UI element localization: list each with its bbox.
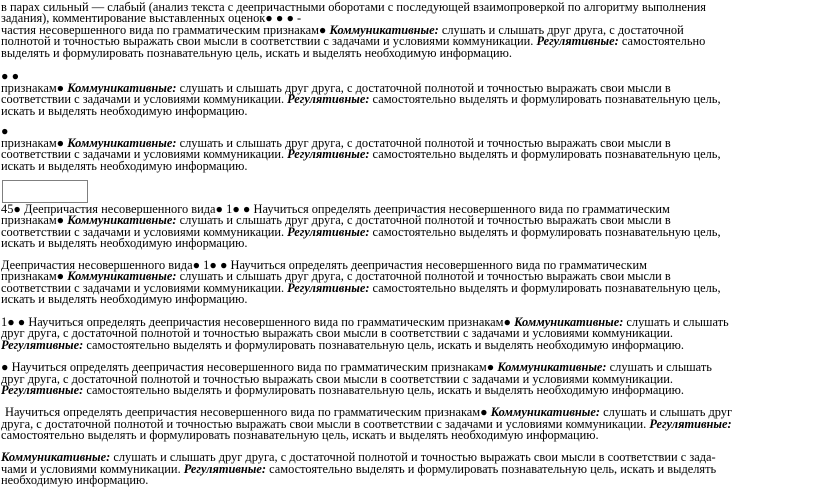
text-run: самостоятельно выделять и формулировать познавательную цель, искать и выделять необходимую информацию. <box>83 383 684 397</box>
text-run: слушать и слышать друг друга, с достаточной полнотой и точностью выражать свои мысли в <box>176 81 671 95</box>
bold-italic-label: Коммуникативные: <box>497 360 607 374</box>
empty-text-box <box>2 180 88 203</box>
text-run: слушать и слышать друг друга, с достаточной полнотой и точностью выражать свои мысли в <box>176 269 671 283</box>
bold-italic-label: Коммуникативные: <box>1 450 111 464</box>
text-run: полнотой и точностью выражать свои мысли в соответствии с задачами и условиями коммуникации. <box>1 34 537 48</box>
bold-label <box>287 281 369 295</box>
text-run: соответствии с задачами и условиями коммуникации. <box>1 225 288 239</box>
bold-italic-label: Коммуникативные: <box>514 315 624 329</box>
bold-label <box>287 225 369 239</box>
text-run: слушать и слышать друг друга, с достаточной <box>438 23 684 37</box>
text-run: слушать и слышать друг друга, с достаточной полнотой и точностью выражать свои мысли в соответствии с зада- <box>110 450 716 464</box>
text-run: необходимую информацию. <box>1 473 149 487</box>
text-run: соответствии с задачами и условиями коммуникации. <box>1 92 288 106</box>
text-run: ● Научиться определять деепричастия несовершенного вида по грамматическим признакам● <box>1 360 498 374</box>
bold-italic-label: Регулятивные: <box>287 281 370 295</box>
text-run: слушать и слышать друг друга, с достаточной полнотой и точностью выражать свои мысли в <box>176 213 671 227</box>
text-run: друг друга, с достаточной полнотой и точностью выражать свои мысли в соответствии с задачами и условиями коммуникации. <box>1 326 673 340</box>
text-run: признакам● <box>1 269 68 283</box>
text-line <box>1 429 599 441</box>
text-run: частия несовершенного вида по грамматическим признакам● <box>1 23 330 37</box>
bold-label <box>1 383 83 397</box>
text-run: друг друга, с достаточной полнотой и точностью выражать свои мысли в соответствии с задачами и условиями коммуникации. <box>1 372 673 386</box>
text-run: ● <box>1 124 9 138</box>
bold-label <box>1 338 83 352</box>
text-line <box>1 339 684 351</box>
text-run: друга, с достаточной полнотой и точностью выражать свои мысли в соответствии с задачами и условиями коммуникации. <box>1 417 650 431</box>
text-run: слушать и слышать <box>623 315 729 329</box>
text-run: выделять и формулировать познавательную цель, искать и выделять необходимую информацию. <box>1 46 512 60</box>
bold-italic-label: Коммуникативные: <box>67 81 177 95</box>
text-run: признакам● <box>1 136 68 150</box>
text-line <box>1 384 684 396</box>
text-run: самостоятельно выделять и формулировать познавательную цель, <box>369 281 721 295</box>
text-run: самостоятельно выделять и формулировать познавательную цель, <box>369 92 721 106</box>
text-run: соответствии с задачами и условиями коммуникации. <box>1 281 288 295</box>
text-run: самостоятельно выделять и формулировать познавательную цель, <box>369 147 721 161</box>
text-run: 1● ● Научиться определять деепричастия несовершенного вида по грамматическим признакам● <box>1 315 515 329</box>
text-run: слушать и слышать друг <box>599 405 733 419</box>
bold-italic-label: Регулятивные: <box>287 225 370 239</box>
text-run: Научиться определять деепричастия несовершенного вида по грамматическим признакам● <box>5 405 491 419</box>
text-run: самостоятельно выделять и формулировать познавательную цель, искать и выделять <box>266 462 717 476</box>
text-run: слушать и слышать <box>606 360 712 374</box>
bold-italic-label: Регулятивные: <box>183 462 267 476</box>
bold-italic-label: Регулятивные: <box>287 147 370 161</box>
bold-italic-label: Коммуникативные: <box>329 23 439 37</box>
text-run: искать и выделять необходимую информацию. <box>1 236 248 250</box>
text-run: ● ● <box>1 69 20 83</box>
text-line <box>1 105 247 117</box>
bold-label <box>649 417 731 431</box>
bold-italic-label: Регулятивные: <box>1 338 84 352</box>
text-run: 45● Деепричастия несовершенного вида● 1● ● Научиться определять деепричастия несовершенного вида по грамматическим <box>1 202 670 216</box>
bold-italic-label: Регулятивные: <box>1 383 84 397</box>
text-run: чами и условиями коммуникации. <box>1 462 184 476</box>
text-line <box>1 474 148 486</box>
text-line <box>1 47 512 59</box>
bold-label <box>184 462 266 476</box>
text-run: самостоятельно <box>618 34 706 48</box>
text-run: признакам● <box>1 81 68 95</box>
bold-italic-label: Коммуникативные: <box>67 269 177 283</box>
bold-italic-label: Коммуникативные: <box>67 213 177 227</box>
text-line <box>1 160 247 172</box>
bold-italic-label: Регулятивные: <box>536 34 619 48</box>
text-run: самостоятельно выделять и формулировать познавательную цель, искать и выделять необходимую информацию. <box>83 338 684 352</box>
text-run: Деепричастия несовершенного вида● 1● ● Научиться определять деепричастия несовершенного вида по грамматическим <box>1 258 647 272</box>
text-run: задания), комментирование выставленных оценок● ● ● - <box>1 11 302 25</box>
bold-label <box>287 92 369 106</box>
bold-italic-label: Регулятивные: <box>287 92 370 106</box>
text-line <box>1 293 247 305</box>
text-run: искать и выделять необходимую информацию. <box>1 292 248 306</box>
bold-italic-label: Коммуникативные: <box>67 136 177 150</box>
bold-label <box>536 34 618 48</box>
text-line <box>1 237 247 249</box>
text-run: признакам● <box>1 213 68 227</box>
text-run: соответствии с задачами и условиями коммуникации. <box>1 147 288 161</box>
text-run: искать и выделять необходимую информацию. <box>1 159 248 173</box>
text-run: самостоятельно выделять и формулировать познавательную цель, искать и выделять необходимую информацию. <box>1 428 599 442</box>
text-run: искать и выделять необходимую информацию. <box>1 104 248 118</box>
text-run: в парах сильный — слабый (анализ текста с деепричастными оборотами с последующей взаимопроверкой по алгоритму выполнения <box>1 0 706 14</box>
text-run: слушать и слышать друг друга, с достаточной полнотой и точностью выражать свои мысли в <box>176 136 671 150</box>
bold-italic-label: Коммуникативные: <box>490 405 600 419</box>
bold-italic-label: Регулятивные: <box>649 417 732 431</box>
bold-label <box>287 147 369 161</box>
text-run: самостоятельно выделять и формулировать познавательную цель, <box>369 225 721 239</box>
